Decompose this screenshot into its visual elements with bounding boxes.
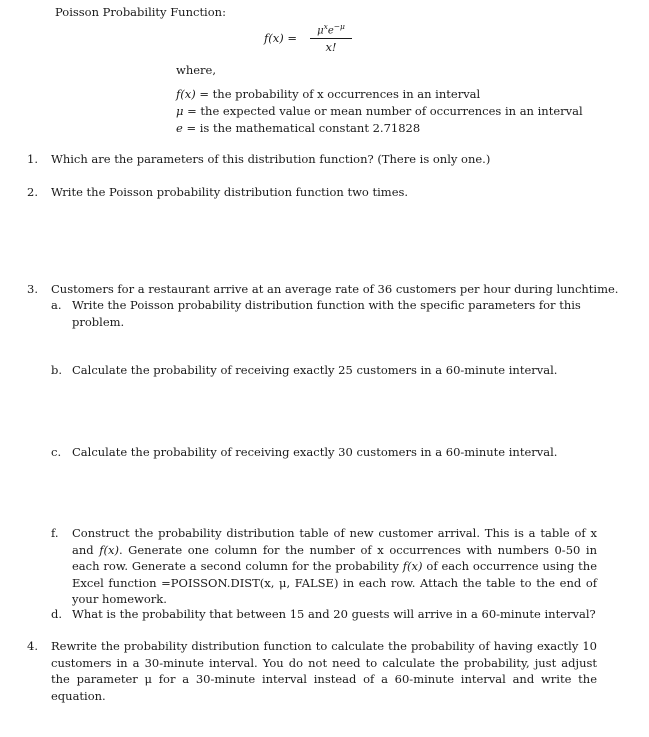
formula-fraction — [310, 20, 352, 54]
subquestion-text: What is the probability that between 15 and 20 guests will arrive in a 60-minute interval? — [72, 607, 596, 621]
definition-mu: μ = the expected value or mean number of occurrences in an interval — [176, 104, 583, 118]
fraction-bar — [310, 38, 352, 39]
question-text: Customers for a restaurant arrive at an average rate of 36 customers per hour during lunchtime. — [51, 282, 619, 296]
subquestion-text: Calculate the probability of receiving exactly 25 customers in a 60-minute interval. — [72, 363, 558, 377]
subquestion-text: Construct the probability distribution table of new customer arrival. This is a table of x and f(x). Generate one column for the number of x occurrences with numbers 0-50 in each row. Generate a second column for the probability f(x) of each occurrence using the Excel function =POISSON.DIST(x, μ, FALSE) in each row. Attach the table to the end of your homework. — [72, 526, 598, 606]
subquestion-label: f. — [51, 526, 59, 540]
definition-fx: f(x) = the probability of x occurrences in an interval — [176, 87, 481, 101]
question-text: Rewrite the probability distribution function to calculate the probability of having exactly 10 customers in a 30-minute interval. You do not need to calculate the probability, just adjust the parameter μ for a 30-minute interval instead of a 60-minute interval and write the equation. — [51, 639, 597, 703]
subquestion-label: c. — [51, 445, 62, 459]
question-number: 3. — [27, 282, 38, 296]
question-text: Write the Poisson probability distribution function two times. — [51, 185, 409, 199]
formula-denominator: x! — [325, 40, 337, 55]
subquestion-text: Write the Poisson probability distribution function with the specific parameters for this problem. — [72, 298, 581, 329]
document-heading: Poisson Probability Function: — [55, 5, 226, 19]
definition-e: e = is the mathematical constant 2.71828 — [176, 121, 421, 135]
formula-lhs: f(x) = — [264, 31, 298, 45]
question-number: 1. — [27, 152, 38, 166]
subquestion-text: Calculate the probability of receiving exactly 30 customers in a 60-minute interval. — [72, 445, 558, 459]
where-label: where, — [176, 63, 217, 77]
formula-numerator: $\mu^xe^{-\mu}$ — [317, 22, 345, 37]
question-number: 4. — [27, 639, 38, 653]
question-text: Which are the parameters of this distribution function? (There is only one.) — [51, 152, 491, 166]
subquestion-label: b. — [51, 363, 63, 377]
subquestion-label: a. — [51, 298, 62, 312]
subquestion-label: d. — [51, 607, 63, 621]
question-number: 2. — [27, 185, 38, 199]
